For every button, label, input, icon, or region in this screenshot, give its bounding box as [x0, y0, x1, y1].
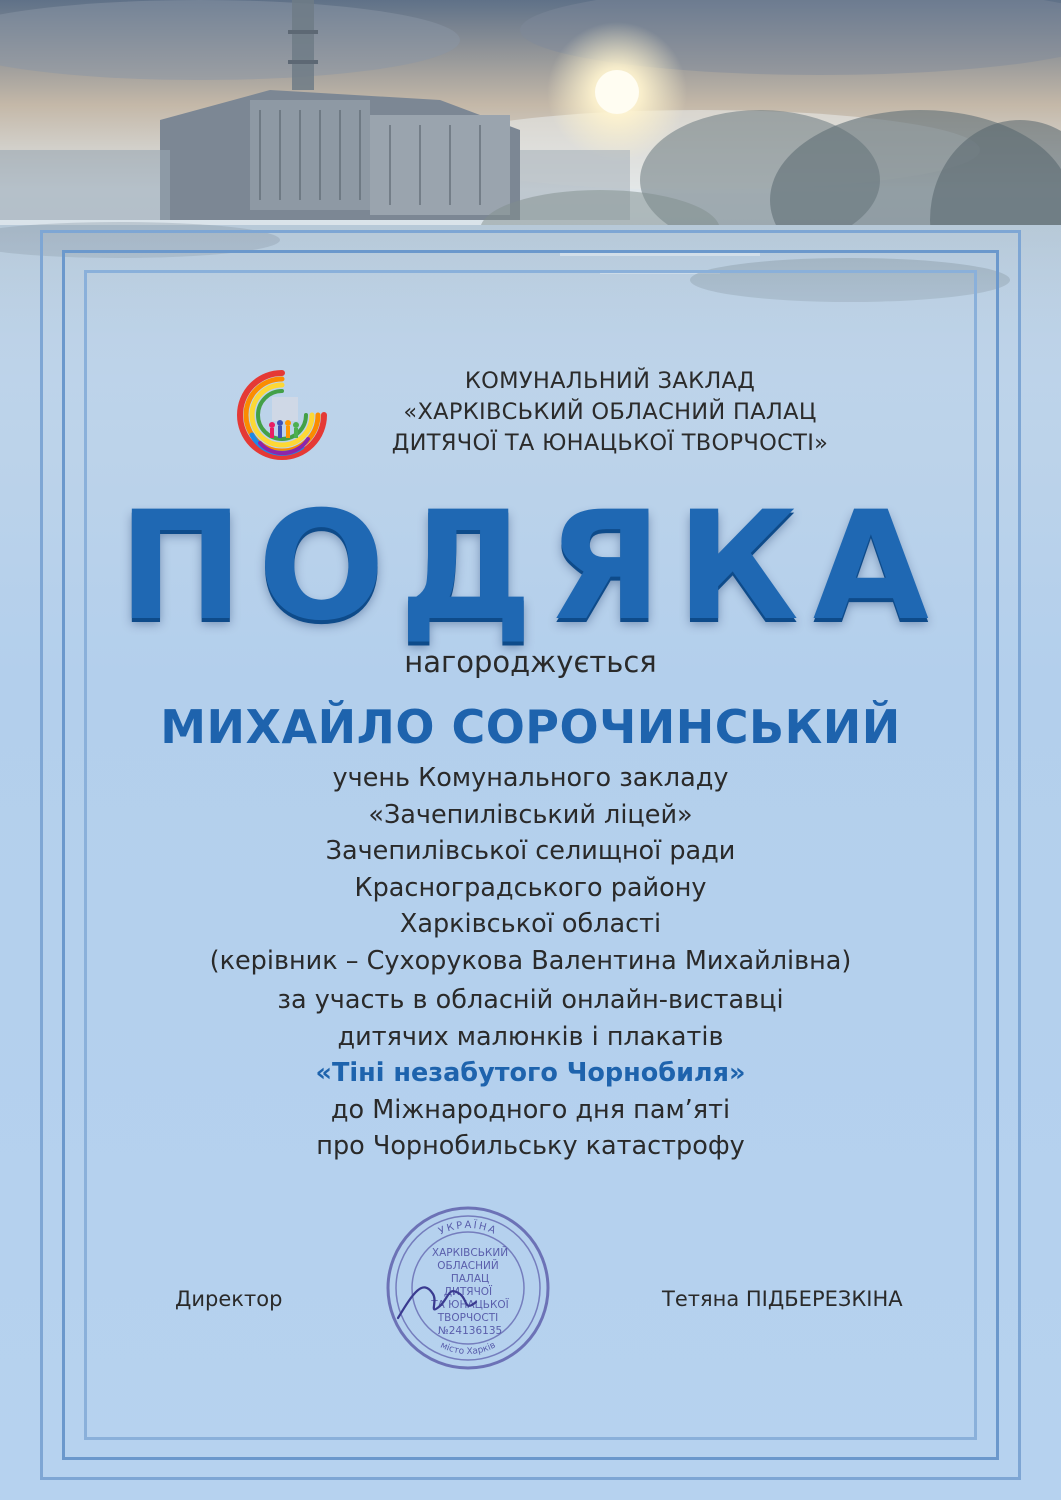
details-line: Красноградського району	[354, 872, 707, 903]
details-line: «Зачепилівський ліцей»	[368, 799, 693, 830]
svg-text:ПАЛАЦ: ПАЛАЦ	[450, 1273, 490, 1285]
svg-text:ТВОРЧОСТІ: ТВОРЧОСТІ	[437, 1312, 499, 1324]
event-line-4: про Чорнобильську катастрофу	[316, 1131, 745, 1161]
svg-text:№24136135: №24136135	[437, 1325, 503, 1337]
organization-line-3: ДИТЯЧОЇ ТА ЮНАЦЬКОЇ ТВОРЧОСТІ»	[391, 430, 829, 456]
svg-text:місто Харків: місто Харків	[438, 1340, 498, 1358]
signatory-name: Тетяна ПІДБЕРЕЗКІНА	[662, 1287, 903, 1311]
rainbow-logo-icon	[232, 365, 332, 465]
event-name: «Тіні незабутого Чорнобиля»	[315, 1058, 746, 1088]
details-line: (керівник – Сухорукова Валентина Михайлівна)	[209, 945, 852, 976]
svg-text:ХАРКІВСЬКИЙ: ХАРКІВСЬКИЙ	[431, 1247, 509, 1259]
svg-text:ТА ЮНАЦЬКОЇ: ТА ЮНАЦЬКОЇ	[431, 1299, 509, 1311]
svg-text:ОБЛАСНИЙ: ОБЛАСНИЙ	[437, 1260, 499, 1272]
svg-text:ДИТЯЧОЇ: ДИТЯЧОЇ	[443, 1286, 493, 1298]
event-line-3: до Міжнародного дня пам’яті	[330, 1094, 731, 1125]
event-line-1: за участь в обласній онлайн-виставці	[277, 985, 784, 1015]
organization-name	[360, 366, 860, 459]
official-stamp	[378, 1198, 558, 1378]
details-line: учень Комунального закладу	[332, 763, 729, 793]
organization-line-2: «ХАРКІВСЬКИЙ ОБЛАСНИЙ ПАЛАЦ	[403, 399, 817, 425]
event-line-2: дитячих малюнків і плакатів	[337, 1021, 724, 1052]
recipient-name: МИХАЙЛО СОРОЧИНСЬКИЙ	[160, 700, 901, 754]
svg-text:УКРАЇНА: УКРАЇНА	[437, 1219, 499, 1238]
organization-line-1: КОМУНАЛЬНИЙ ЗАКЛАД	[464, 368, 756, 394]
certificate-title: ПОДЯКА	[118, 480, 943, 654]
awarded-label: нагороджується	[404, 645, 657, 679]
details-line: Зачепилівської селищної ради	[325, 836, 736, 866]
event-description	[0, 982, 1061, 1165]
signatory-role: Директор	[175, 1287, 283, 1311]
details-line: Харківської області	[399, 909, 662, 939]
recipient-details	[0, 760, 1061, 979]
